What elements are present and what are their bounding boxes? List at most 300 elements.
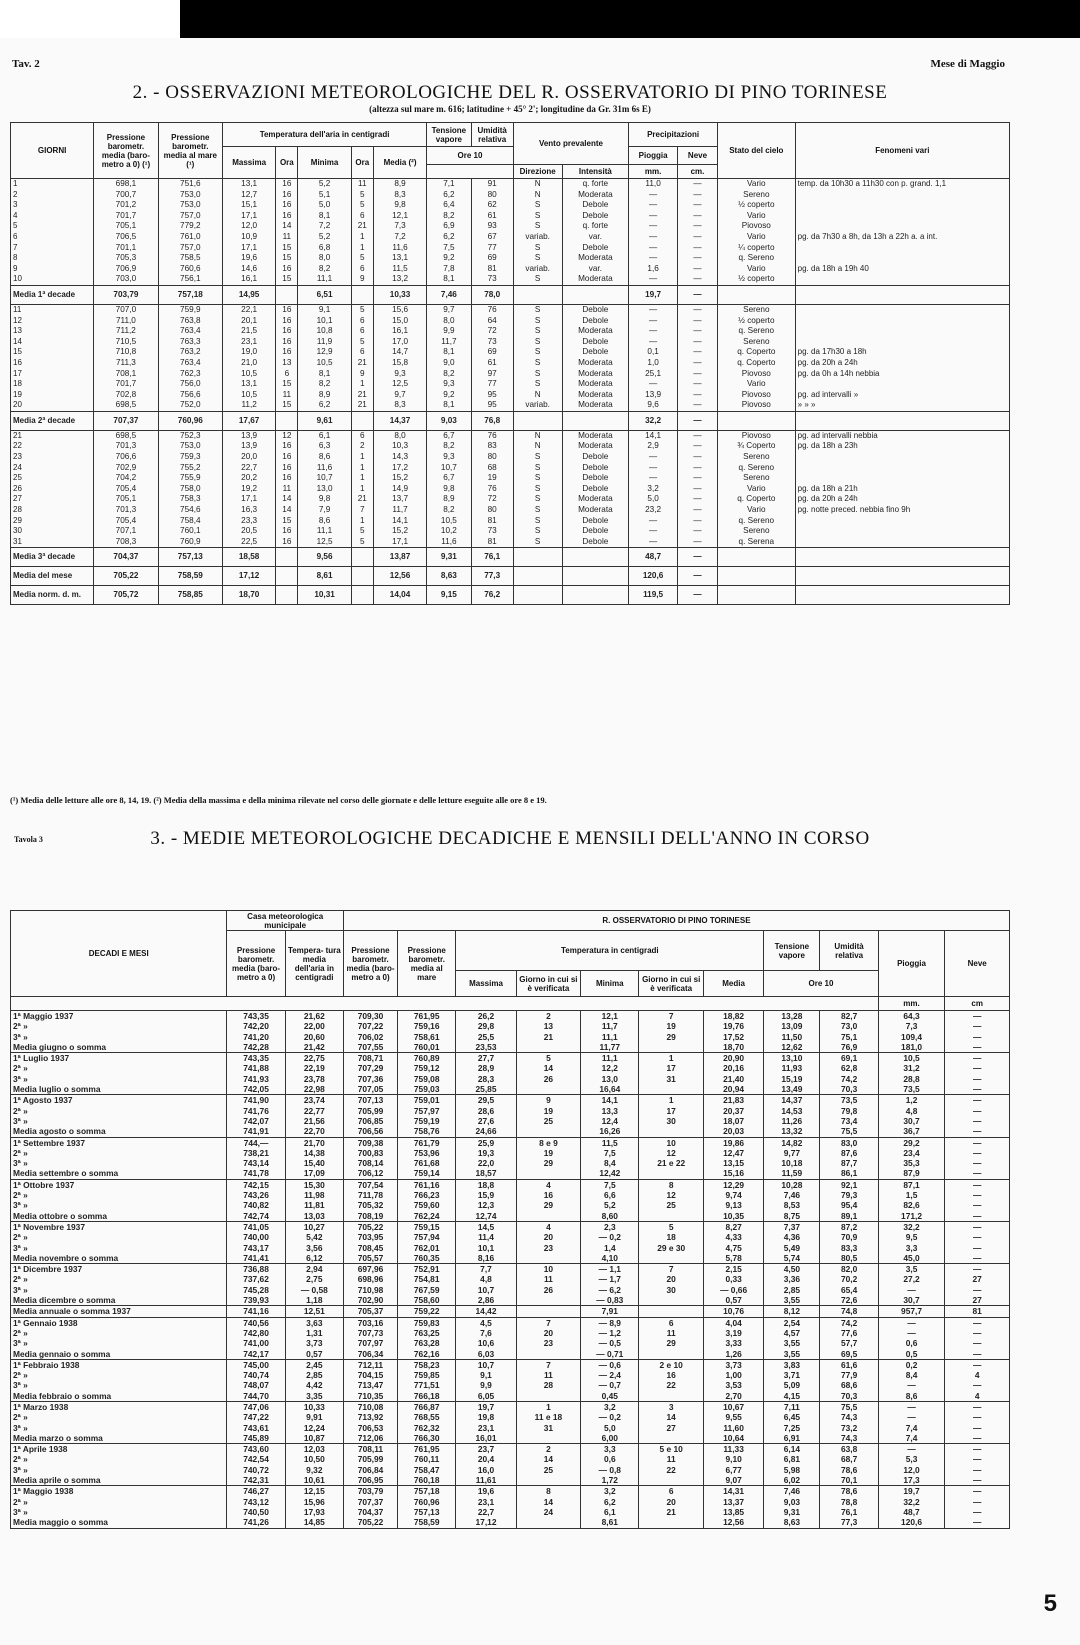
table-cell: 61,6 [820, 1359, 878, 1370]
table-cell: 758,0 [158, 484, 222, 495]
table-cell: 19,7 [878, 1486, 945, 1497]
table-cell: 759,14 [398, 1168, 456, 1179]
table-cell: 8,2 [427, 211, 471, 222]
table-cell: 74,3 [820, 1433, 878, 1444]
table-cell: 14,31 [703, 1486, 763, 1497]
table-cell: 1,2 [878, 1095, 945, 1106]
table-cell: 19 [639, 1021, 704, 1031]
table-cell: 4 [516, 1179, 581, 1190]
table-cell: 2,94 [285, 1264, 343, 1275]
table-cell: 5,42 [285, 1232, 343, 1242]
table-cell: 759,85 [398, 1370, 456, 1380]
table-cell: 3,36 [764, 1274, 820, 1284]
table-cell: 19,6 [456, 1486, 516, 1497]
table-cell: Sereno [717, 473, 795, 484]
table-cell [276, 586, 298, 605]
table-cell: 9,3 [427, 379, 471, 390]
table-cell: 0,6 [878, 1338, 945, 1348]
col-casa-meteorologica: Casa meteorologica municipale [227, 911, 344, 931]
table-cell: 2ª » [11, 1232, 227, 1242]
table-cell [795, 274, 1009, 285]
table-cell [795, 200, 1009, 211]
table-cell: — [945, 1465, 1010, 1475]
table-cell: 32,2 [629, 411, 678, 430]
table-cell: 8,2 [298, 264, 351, 275]
table-cell: q. Coperto [717, 347, 795, 358]
table-cell: 740,74 [227, 1370, 285, 1380]
table-cell: Moderata [562, 505, 629, 516]
table-cell: 31,2 [878, 1063, 945, 1073]
table-cell: 705,99 [343, 1106, 397, 1116]
table-cell: 9,8 [298, 494, 351, 505]
table-cell: 706,6 [94, 452, 158, 463]
table-cell: 14,7 [373, 347, 426, 358]
table-cell: 759,22 [398, 1306, 456, 1317]
table-cell: 16,01 [456, 1433, 516, 1444]
table-cell: S [513, 494, 562, 505]
table-cell: 87,7 [820, 1158, 878, 1168]
table-cell: 9,8 [427, 484, 471, 495]
table-cell: 742,31 [227, 1475, 285, 1486]
table-cell: 68,7 [820, 1454, 878, 1464]
table-cell [795, 304, 1009, 315]
table-cell: 708,11 [343, 1444, 397, 1455]
table-cell: 61 [471, 358, 513, 369]
table-cell: 1ª Agosto 1937 [11, 1095, 227, 1106]
table-cell: Media febbraio o somma [11, 1391, 227, 1402]
table-cell: 7,6 [456, 1328, 516, 1338]
table-cell: 739,93 [227, 1295, 285, 1306]
table-cell: 17,67 [222, 411, 275, 430]
table-cell [795, 379, 1009, 390]
table-cell: 3 [11, 200, 94, 211]
table-cell: 62 [471, 200, 513, 211]
table-cell: 13,28 [764, 1011, 820, 1022]
table-cell: Piovoso [717, 390, 795, 401]
table-cell: 15,96 [285, 1497, 343, 1507]
table-cell: 15,19 [764, 1074, 820, 1084]
table-cell: 2 [516, 1011, 581, 1022]
table-cell: pg. notte preced. nebbia fino 9h [795, 505, 1009, 516]
table-cell: 2,3 [581, 1221, 639, 1232]
table-cell: 5 [351, 253, 373, 264]
table-cell: 17,3 [878, 1475, 945, 1486]
table-cell: — [678, 411, 718, 430]
table-cell: 761,16 [398, 1179, 456, 1190]
table-cell: 698,96 [343, 1274, 397, 1284]
table-cell: Debole [562, 337, 629, 348]
table-cell [795, 221, 1009, 232]
table-cell [639, 1391, 704, 1402]
table-cell: 12,4 [581, 1116, 639, 1126]
table-cell: 95,4 [820, 1200, 878, 1210]
table-row [11, 1274, 1010, 1284]
table-cell: 743,61 [227, 1423, 285, 1433]
table-cell: 760,96 [398, 1497, 456, 1507]
table-row [11, 1190, 1010, 1200]
table-cell: 12,51 [285, 1306, 343, 1317]
table-cell: Debole [562, 243, 629, 254]
table-cell: 76,8 [471, 411, 513, 430]
table-cell: 2ª » [11, 1328, 227, 1338]
table-cell: 11 [276, 232, 298, 243]
table-cell: 48,7 [878, 1507, 945, 1517]
table-cell: 0,57 [285, 1349, 343, 1360]
table-cell: 13,87 [373, 548, 426, 567]
table-cell: 8,1 [427, 400, 471, 411]
table-cell: 12,24 [285, 1423, 343, 1433]
table-cell: 8,61 [298, 567, 351, 586]
table-cell: — [678, 586, 718, 605]
table-cell: 741,76 [227, 1106, 285, 1116]
table-cell: 757,18 [398, 1486, 456, 1497]
table-cell: 69,5 [820, 1349, 878, 1360]
table-cell: 15,40 [285, 1158, 343, 1168]
summary-row [11, 1253, 1010, 1264]
table-cell: 711,3 [94, 358, 158, 369]
table-cell: 13,85 [703, 1507, 763, 1517]
table-cell: 28 [516, 1380, 581, 1390]
table-cell: 78,8 [820, 1497, 878, 1507]
table-cell: 3ª » [11, 1507, 227, 1517]
table-cell: 11,6 [427, 537, 471, 548]
table-cell: 6,03 [456, 1349, 516, 1360]
table-cell: 4,5 [456, 1317, 516, 1328]
summary-row [11, 1433, 1010, 1444]
table-cell: 1ª Novembre 1937 [11, 1221, 227, 1232]
table-cell: 1,0 [629, 358, 678, 369]
table-cell: 76,1 [471, 548, 513, 567]
table-cell: 758,23 [398, 1359, 456, 1370]
table-cell: 2,75 [285, 1274, 343, 1284]
table-cell: 1,26 [703, 1349, 763, 1360]
table-cell: Moderata [562, 430, 629, 441]
table-cell: 14,1 [581, 1095, 639, 1106]
table-cell: 10 [516, 1264, 581, 1275]
table-cell: 701,7 [94, 211, 158, 222]
table-cell: N [513, 190, 562, 201]
table-cell: 79,3 [820, 1190, 878, 1200]
table-cell: 12,42 [581, 1168, 639, 1179]
table-cell: 20,2 [222, 473, 275, 484]
table-cell: 73,4 [820, 1116, 878, 1126]
table-cell: pg. da 17h30 a 18h [795, 347, 1009, 358]
table-cell: 759,83 [398, 1317, 456, 1328]
table-cell: 2,9 [629, 441, 678, 452]
table-cell: 25,9 [456, 1137, 516, 1148]
table-cell: Media norm. d. m. [11, 586, 94, 605]
table-cell [562, 586, 629, 605]
table-cell: 702,9 [94, 463, 158, 474]
table-cell: 3ª » [11, 1074, 227, 1084]
table-cell: 11,81 [285, 1200, 343, 1210]
table-cell: 21 [351, 400, 373, 411]
table-row [11, 1285, 1010, 1295]
table-cell: — [678, 337, 718, 348]
table-row [11, 1507, 1010, 1517]
table-cell: 3,63 [285, 1317, 343, 1328]
table-cell: 763,3 [158, 337, 222, 348]
table-cell: 29 [11, 516, 94, 527]
table-cell: S [513, 526, 562, 537]
table-cell [562, 285, 629, 304]
table-cell: 16 [276, 190, 298, 201]
table-cell: 9,5 [878, 1232, 945, 1242]
table-cell: Moderata [562, 441, 629, 452]
table-cell: 8,61 [581, 1517, 639, 1528]
table-cell: 75,5 [820, 1126, 878, 1137]
table-cell: 9 [351, 369, 373, 380]
table-cell: 7,5 [581, 1179, 639, 1190]
table-cell: 760,6 [158, 264, 222, 275]
table-cell: — [678, 369, 718, 380]
table-cell: 703,79 [343, 1486, 397, 1497]
table-cell: 706,53 [343, 1423, 397, 1433]
table-cell: 759,12 [398, 1063, 456, 1073]
table-cell: — 1,2 [581, 1328, 639, 1338]
table-cell: 706,34 [343, 1349, 397, 1360]
table-cell: 703,16 [343, 1317, 397, 1328]
table-cell: 5 e 10 [639, 1444, 704, 1455]
table-cell: 2,15 [703, 1264, 763, 1275]
table-cell: S [513, 221, 562, 232]
table-cell: 740,00 [227, 1232, 285, 1242]
col-tensione: Tensione vapore [427, 123, 471, 147]
summary-row [11, 1042, 1010, 1053]
table-cell: 14,5 [456, 1221, 516, 1232]
table-cell: 13,9 [222, 430, 275, 441]
table-cell: 14,82 [764, 1137, 820, 1148]
table-cell: 76,1 [820, 1507, 878, 1517]
table-cell: 109,4 [878, 1032, 945, 1042]
table-cell: 19,76 [703, 1021, 763, 1031]
table-cell: 12,2 [581, 1063, 639, 1073]
table-cell: — [678, 452, 718, 463]
table-cell: 8,4 [581, 1158, 639, 1168]
table-cell: 703,0 [94, 274, 158, 285]
table-row [11, 274, 1010, 285]
table-cell: 25,5 [456, 1032, 516, 1042]
table-cell: 73 [471, 274, 513, 285]
table-cell: N [513, 430, 562, 441]
table-cell: — [678, 516, 718, 527]
table-cell: 744,70 [227, 1391, 285, 1402]
table-cell: — [629, 221, 678, 232]
col-intensita: Intensità [562, 165, 629, 179]
table-cell: 9,74 [703, 1190, 763, 1200]
table-cell: 6,81 [764, 1454, 820, 1464]
table-cell: 8 [516, 1486, 581, 1497]
table-cell: 14 [516, 1497, 581, 1507]
table-cell: 68,6 [820, 1380, 878, 1390]
table-cell: 27 [639, 1423, 704, 1433]
table-cell: 713,47 [343, 1380, 397, 1390]
table-cell: 16 [276, 463, 298, 474]
table-cell: 97 [471, 369, 513, 380]
table-cell: 8,0 [298, 253, 351, 264]
table-cell: 707,37 [94, 411, 158, 430]
table-cell: 79,8 [820, 1106, 878, 1116]
table-cell [351, 586, 373, 605]
col-pressione-mare: Pressione barometr. media al mare (¹) [158, 123, 222, 179]
table-row [11, 211, 1010, 222]
table-cell: 9,91 [285, 1412, 343, 1422]
table-cell: 7,25 [764, 1423, 820, 1433]
table-cell: 6,3 [298, 441, 351, 452]
table-cell: pg. ad intervalli » [795, 390, 1009, 401]
table-cell: 76 [471, 484, 513, 495]
col-decadi-mesi: DECADI E MESI [11, 911, 227, 997]
table-cell: 14,95 [222, 285, 275, 304]
table-cell: — [878, 1401, 945, 1412]
table-cell: 1 [351, 484, 373, 495]
table-cell: Sereno [717, 337, 795, 348]
table-cell: 9,56 [298, 548, 351, 567]
table-cell: 741,88 [227, 1063, 285, 1073]
table-cell: — [945, 1032, 1010, 1042]
table-cell: 11,61 [456, 1475, 516, 1486]
table-cell: 7,46 [764, 1190, 820, 1200]
table-cell: 9,8 [373, 200, 426, 211]
table-cell: 743,12 [227, 1497, 285, 1507]
table-cell: 705,22 [343, 1221, 397, 1232]
table-cell: 7,5 [581, 1148, 639, 1158]
table-cell: 11 [276, 390, 298, 401]
table-cell: 762,3 [158, 369, 222, 380]
table-cell: 701,3 [94, 441, 158, 452]
table-cell: 707,13 [343, 1095, 397, 1106]
table-cell: 15 [276, 274, 298, 285]
table-cell [639, 1475, 704, 1486]
table-cell: 4,8 [456, 1274, 516, 1284]
table-cell [516, 1517, 581, 1528]
table-cell: 758,3 [158, 494, 222, 505]
table-cell: 767,59 [398, 1285, 456, 1295]
table-cell: 8,0 [373, 430, 426, 441]
table-cell: 757,94 [398, 1232, 456, 1242]
table-cell: Vario [717, 232, 795, 243]
table-cell: 12,1 [581, 1011, 639, 1022]
table-cell [639, 1042, 704, 1053]
table-cell: 8,9 [427, 494, 471, 505]
table-cell: 3ª » [11, 1465, 227, 1475]
table-cell: 26,2 [456, 1011, 516, 1022]
table-cell: 743,17 [227, 1243, 285, 1253]
table-cell: 25 [516, 1465, 581, 1475]
table-cell: 12 [639, 1190, 704, 1200]
table-cell: 11 [276, 484, 298, 495]
table-cell: 2ª » [11, 1370, 227, 1380]
table-cell: 5 [351, 200, 373, 211]
table-cell: 8 [11, 253, 94, 264]
table-cell: 181,0 [878, 1042, 945, 1053]
table-cell: 16,1 [373, 326, 426, 337]
table-row [11, 232, 1010, 243]
table-cell: 8 [639, 1179, 704, 1190]
table-cell: q. Sereno [717, 326, 795, 337]
table-cell: 13 [276, 358, 298, 369]
table-row [11, 1497, 1010, 1507]
table-cell: S [513, 316, 562, 327]
table-cell: 5 [351, 537, 373, 548]
table-cell: 10,7 [456, 1359, 516, 1370]
table-cell: 15,16 [703, 1168, 763, 1179]
table-cell: 15 [276, 379, 298, 390]
table-cell: 759,9 [158, 304, 222, 315]
table-cell: 759,3 [158, 452, 222, 463]
table-cell: 70,1 [820, 1475, 878, 1486]
table-cell: 16 [276, 441, 298, 452]
table-cell: 7,8 [427, 264, 471, 275]
table-cell: 12,0 [878, 1465, 945, 1475]
table-cell: S [513, 473, 562, 484]
table-cell: Piovoso [717, 400, 795, 411]
table-cell: — [629, 200, 678, 211]
table-cell: — 1,1 [581, 1264, 639, 1275]
table-cell: — [678, 537, 718, 548]
table-cell: 6 [351, 326, 373, 337]
table-cell: 11,0 [629, 179, 678, 190]
table-cell: 21,83 [703, 1095, 763, 1106]
table-cell: pg. da 7h30 a 8h, da 13h a 22h a. a int. [795, 232, 1009, 243]
table-cell: 6,9 [427, 221, 471, 232]
table-cell: 753,0 [158, 441, 222, 452]
table-cell: 2ª » [11, 1454, 227, 1464]
table-cell [276, 411, 298, 430]
table-cell: 5,49 [764, 1243, 820, 1253]
decadal-rows [11, 1011, 1010, 1529]
table-cell: Media dicembre o somma [11, 1295, 227, 1306]
summary-row [11, 1475, 1010, 1486]
table-cell: — [678, 473, 718, 484]
table-cell: 80 [471, 452, 513, 463]
table-cell: 741,90 [227, 1095, 285, 1106]
table-cell: 27,7 [456, 1053, 516, 1064]
table-cell: Media luglio o somma [11, 1084, 227, 1095]
table-cell: 9,3 [427, 452, 471, 463]
table-cell: 19,8 [456, 1412, 516, 1422]
table-cell: 8,6 [298, 452, 351, 463]
document-page [10, 40, 1065, 1640]
table-row [11, 1137, 1010, 1148]
col-fenomeni: Fenomeni vari [795, 123, 1009, 179]
table3-title: 3. - MEDIE METEOROLOGICHE DECADICHE E MENSILI DELL'ANNO IN CORSO [150, 828, 870, 849]
table-cell: 13,32 [764, 1126, 820, 1137]
table-cell: — [945, 1074, 1010, 1084]
table-cell: 21 [351, 221, 373, 232]
table-cell: 1,5 [878, 1190, 945, 1200]
table-cell: pg. da 18h a 19h 40 [795, 264, 1009, 275]
table-cell: 20,5 [222, 526, 275, 537]
table-cell: 708,3 [94, 537, 158, 548]
table-cell: 763,28 [398, 1338, 456, 1348]
table-cell: 82,6 [878, 1200, 945, 1210]
table-cell: 15 [11, 347, 94, 358]
table-cell: 13,3 [581, 1106, 639, 1116]
table-cell [717, 567, 795, 586]
summary-row [11, 1517, 1010, 1528]
table-cell: — [945, 1158, 1010, 1168]
table-cell: 1 [351, 452, 373, 463]
table-cell: 30,7 [878, 1116, 945, 1126]
table-cell: 22,70 [285, 1126, 343, 1137]
table-cell: 752,91 [398, 1264, 456, 1275]
table-cell: — [945, 1106, 1010, 1116]
table-cell: 738,21 [227, 1148, 285, 1158]
table-cell: 1 [351, 516, 373, 527]
table-cell: 0,6 [581, 1454, 639, 1464]
table-cell: 5,74 [764, 1253, 820, 1264]
